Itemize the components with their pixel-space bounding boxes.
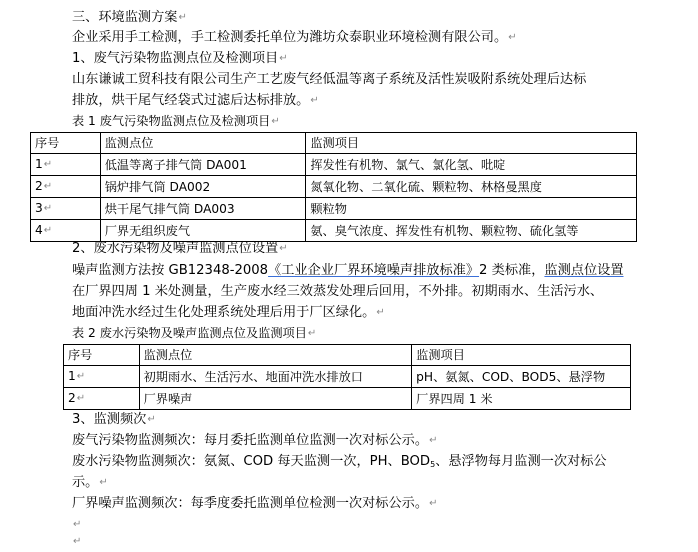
subsection-heading: 1、废气污染物监测点位及检测项目↵ <box>72 51 288 66</box>
table-cell: 3↵ <box>31 198 101 220</box>
table-cell: 1↵ <box>64 366 140 388</box>
table-cell: 颗粒物 <box>306 198 637 220</box>
paragraph-mark-icon: ↵ <box>310 95 319 106</box>
table-header-cell: 监测点位 <box>100 133 306 154</box>
table-cell: 锅炉排气筒 DA002 <box>100 176 306 198</box>
table-cell: 2↵ <box>64 388 140 410</box>
body-paragraph-line: 地面冲洗水经过生化处理系统处理后用于厂区绿化。↵ <box>72 305 385 320</box>
paragraph-mark-icon: ↵ <box>43 203 53 214</box>
paragraph-mark-icon: ↵ <box>429 435 438 446</box>
paragraph-mark-icon: ↵ <box>76 371 86 382</box>
paragraph-mark-icon: ↵ <box>307 328 317 339</box>
paragraph-mark-icon: ↵ <box>73 536 82 547</box>
table-cell: 氨、臭气浓度、挥发性有机物、颗粒物、硫化氢等 <box>306 220 637 242</box>
table-cell: 厂界无组织废气 <box>100 220 306 242</box>
paragraph-mark-icon: ↵ <box>279 53 288 64</box>
paragraph-mark-icon: ↵ <box>43 181 53 192</box>
table-cell: 2↵ <box>31 176 101 198</box>
empty-paragraph <box>72 532 81 552</box>
paragraph-mark-icon: ↵ <box>99 477 108 488</box>
body-paragraph-line: 噪声监测方法按 GB12348-2008《工业企业厂界环境噪声排放标准》2 类标准，监测点位设置 <box>72 263 624 278</box>
table-header-cell: 监测点位 <box>139 345 412 366</box>
paragraph-mark-icon: ↵ <box>76 393 86 404</box>
table-row <box>64 366 631 388</box>
table-header-cell: 序号 <box>64 345 140 366</box>
table-caption: 表 2 废水污染物及噪声监测点位及监测项目↵ <box>72 326 317 340</box>
table-row <box>31 154 637 176</box>
body-paragraph-line: 在厂界四周 1 米处测量，生产废水经三效蒸发处理后回用，不外排。初期雨水、生活污水、 <box>72 284 604 299</box>
table-exhaust-monitoring <box>30 132 637 242</box>
monitoring-point-link-text: 监测点位设置 <box>544 263 624 278</box>
body-paragraph-line: 排放，烘干尾气经袋式过滤后达标排放。↵ <box>72 93 319 108</box>
frequency-wastewater-cont: 示。↵ <box>72 475 108 490</box>
table-header-cell: 监测项目 <box>306 133 637 154</box>
paragraph-mark-icon: ↵ <box>429 498 438 509</box>
table-cell: pH、氨氮、COD、BOD5、悬浮物 <box>412 366 631 388</box>
frequency-exhaust: 废气污染物监测频次：每月委托监测单位监测一次对标公示。↵ <box>72 433 438 448</box>
paragraph-mark-icon: ↵ <box>271 116 280 127</box>
paragraph-mark-icon: ↵ <box>147 414 156 425</box>
table-row <box>31 198 637 220</box>
frequency-noise: 厂界噪声监测频次：每季度委托监测单位检测一次对标公示。↵ <box>72 496 438 511</box>
subsection-heading: 3、监测频次↵ <box>72 412 156 427</box>
table-cell: 初期雨水、生活污水、地面冲洗水排放口 <box>139 366 412 388</box>
table-cell: 挥发性有机物、氯气、氯化氢、吡啶 <box>306 154 637 176</box>
table-row <box>64 388 631 410</box>
table-cell: 厂界噪声 <box>139 388 412 410</box>
table-cell: 1↵ <box>31 154 101 176</box>
paragraph-mark-icon: ↵ <box>279 243 288 254</box>
paragraph-mark-icon: ↵ <box>43 159 53 170</box>
paragraph-mark-icon: ↵ <box>73 519 82 530</box>
table-header-row <box>31 133 637 154</box>
body-paragraph-line: 山东谦诚工贸科技有限公司生产工艺废气经低温等离子系统及活性炭吸附系统处理后达标 <box>72 72 587 87</box>
table-cell: 厂界四周 1 米 <box>412 388 631 410</box>
paragraph-mark-icon: ↵ <box>508 32 517 43</box>
intro-paragraph: 企业采用手工检测，手工检测委托单位为潍坊众泰职业环境检测有限公司。↵ <box>72 30 517 45</box>
paragraph-mark-icon: ↵ <box>376 307 385 318</box>
table-cell: 低温等离子排气筒 DA001 <box>100 154 306 176</box>
section-heading: 三、环境监测方案↵ <box>72 10 187 25</box>
table-row <box>31 176 637 198</box>
paragraph-mark-icon: ↵ <box>178 12 187 23</box>
table-header-row <box>64 345 631 366</box>
frequency-wastewater: 废水污染物监测频次：氨氮、COD 每天监测一次，PH、$BOD_5$、悬浮物每月监测一次对标公 <box>72 454 607 469</box>
subscript: 5 <box>430 460 436 469</box>
table-cell: 氮氧化物、二氧化硫、颗粒物、林格曼黑度 <box>306 176 637 198</box>
subsection-heading: 2、废水污染物及噪声监测点位设置↵ <box>72 241 288 256</box>
standard-name: 《工业企业厂界环境噪声排放标准》 <box>268 263 480 278</box>
table-wastewater-noise-monitoring <box>63 344 631 410</box>
table-caption: 表 1 废气污染物监测点位及检测项目↵ <box>72 114 280 128</box>
table-cell: 4↵ <box>31 220 101 242</box>
paragraph-mark-icon: ↵ <box>43 225 53 236</box>
table-cell: 烘干尾气排气筒 DA003 <box>100 198 306 220</box>
table-header-cell: 监测项目 <box>412 345 631 366</box>
table-header-cell: 序号 <box>31 133 101 154</box>
